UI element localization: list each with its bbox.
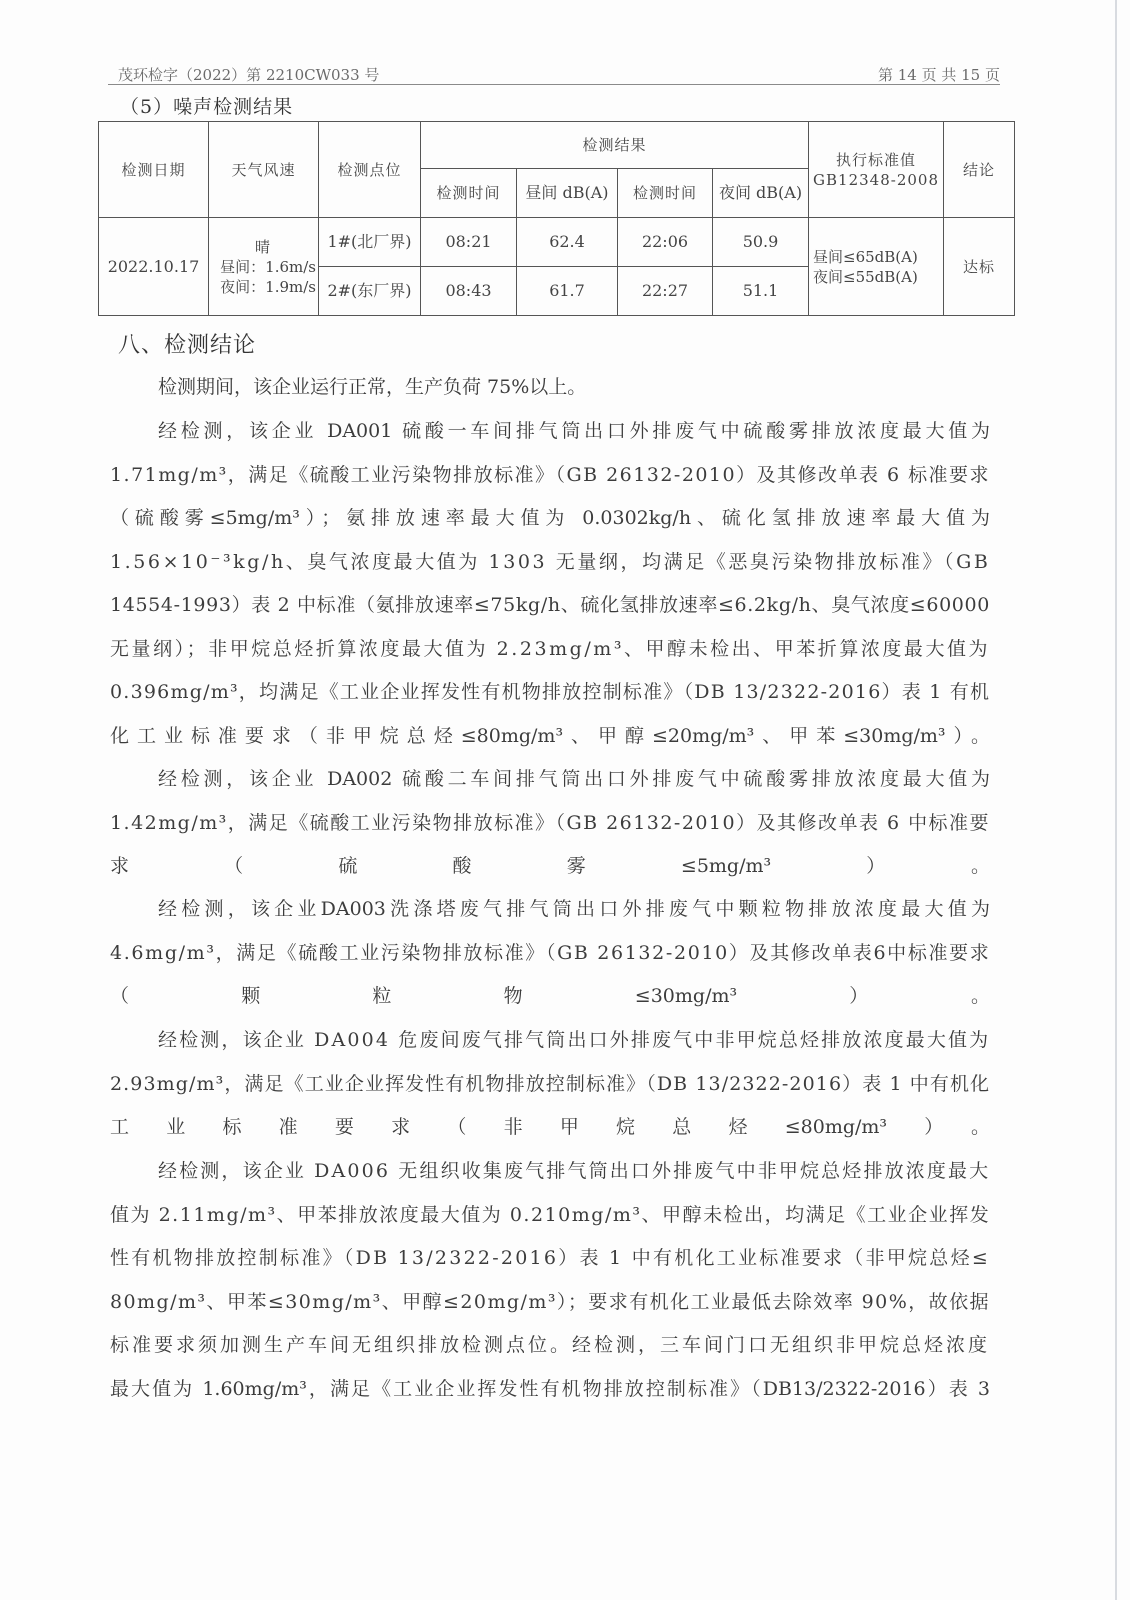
- header-standard: [809, 122, 944, 218]
- header-standard-code: GB12348-2008: [813, 170, 939, 189]
- paragraph-line: 0.396mg/m³，均满足《工业企业挥发性有机物排放控制标准》（DB 13/2322-2016）表 1 有机: [110, 681, 991, 703]
- cell-night-time: 22:06: [618, 218, 713, 267]
- cell-conclusion: 达标: [944, 218, 1015, 316]
- table-row: [99, 218, 1015, 267]
- paragraph-line: 性有机物排放控制标准》（DB 13/2322-2016）表 1 中有机化工业标准要求（非甲烷总烃≤: [110, 1247, 990, 1269]
- header-night-db: 夜间 dB(A): [713, 169, 809, 218]
- paragraph-line: 工业标准要求（非甲烷总烃≤80mg/m³）。: [110, 1116, 990, 1138]
- page-header: [108, 62, 1000, 85]
- header-day-time: 检测时间: [421, 169, 517, 218]
- page-indicator: 第 14 页 共 15 页: [877, 66, 1000, 84]
- cell-day-time: 08:21: [421, 218, 517, 267]
- paragraph-da004: [110, 1019, 990, 1150]
- paragraph-da003: [110, 888, 990, 1019]
- paragraph-line: 化工业标准要求（非甲烷总烃≤80mg/m³、甲醇≤20mg/m³、甲苯≤30mg/m³）。: [110, 724, 990, 747]
- cell-point: 2#(东厂界): [319, 267, 421, 316]
- header-weather: 天气风速: [209, 122, 319, 218]
- paragraph-line: 检测期间，该企业运行正常，生产负荷 75%以上。: [158, 376, 587, 398]
- paragraph-line: 无量纲）；非甲烷总烃折算浓度最大值为 2.23mg/m³、甲醇未检出、甲苯折算浓度最大值为: [110, 637, 991, 660]
- header-result-group: 检测结果: [421, 122, 809, 169]
- cell-night-time: 22:27: [618, 267, 713, 316]
- paragraph-line: 1.42mg/m³，满足《硫酸工业污染物排放标准》（GB 26132-2010）及其修改单表 6 中标准要: [110, 811, 990, 834]
- paragraph-operation: [110, 366, 990, 410]
- paragraph-da001: [110, 410, 990, 758]
- weather-condition: 晴: [254, 237, 270, 256]
- paragraph-line: 求（硫酸雾≤5mg/m³）。: [110, 855, 990, 877]
- cell-day-time: 08:43: [421, 267, 517, 316]
- cell-point: 1#(北厂界): [319, 218, 421, 267]
- header-standard-label: 执行标准值: [836, 150, 917, 169]
- scan-edge: [1115, 0, 1117, 1600]
- report-number: 茂环检字（2022）第 2210CW033 号: [118, 66, 380, 84]
- paragraph-line: （硫酸雾≤5mg/m³）；氨排放速率最大值为 0.0302kg/h、硫化氢排放速率最大值为: [110, 507, 990, 529]
- header-point: 检测点位: [319, 122, 421, 218]
- paragraph-da006: [110, 1150, 990, 1411]
- paragraph-line: 4.6mg/m³，满足《硫酸工业污染物排放标准》（GB 26132-2010）及其修改单表6中标准要求: [110, 941, 991, 964]
- paragraph-line: 1.56×10⁻³kg/h、臭气浓度最大值为 1303 无量纲，均满足《恶臭污染物排放标准》（GB: [110, 550, 991, 573]
- cell-weather: [209, 218, 319, 316]
- paragraph-line: 经检测，该企业 DA006 无组织收集废气排气筒出口外排废气中非甲烷总烃排放浓度最大: [158, 1160, 991, 1182]
- paragraph-line: 1.71mg/m³，满足《硫酸工业污染物排放标准》（GB 26132-2010）及其修改单表 6 标准要求: [110, 463, 990, 486]
- section-title-noise: （5）噪声检测结果: [120, 96, 294, 118]
- paragraph-line: 值为 2.11mg/m³、甲苯排放浓度最大值为 0.210mg/m³、甲醇未检出，均满足《工业企业挥发: [110, 1203, 991, 1226]
- cell-night-db: 50.9: [713, 218, 809, 267]
- cell-standard: [809, 218, 944, 316]
- noise-results-table: [98, 121, 1015, 316]
- header-day-db: 昼间 dB(A): [517, 169, 618, 218]
- paragraph-line: （颗粒物≤30mg/m³）。: [110, 985, 990, 1007]
- paragraph-line: 2.93mg/m³，满足《工业企业挥发性有机物排放控制标准》（DB 13/2322-2016）表 1 中有机化: [110, 1072, 991, 1095]
- header-conclusion: 结论: [944, 122, 1015, 218]
- cell-date: 2022.10.17: [99, 218, 209, 316]
- weather-night-wind: 夜间：1.9m/s: [220, 277, 316, 296]
- paragraph-line: 80mg/m³、甲苯≤30mg/m³、甲醇≤20mg/m³）；要求有机化工业最低去除效率 90%，故依据: [110, 1290, 990, 1313]
- header-date: 检测日期: [99, 122, 209, 218]
- weather-day-wind: 昼间：1.6m/s: [220, 257, 316, 276]
- paragraph-line: 最大值为 1.60mg/m³，满足《工业企业挥发性有机物排放控制标准》（DB13/2322-2016）表 3: [110, 1377, 990, 1400]
- paragraph-line: 经检测，该企业 DA004 危废间废气排气筒出口外排废气中非甲烷总烃排放浓度最大值为: [158, 1029, 991, 1051]
- paragraph-line: 经检测，该企业 DA001 硫酸一车间排气筒出口外排废气中硫酸雾排放浓度最大值为: [158, 420, 990, 442]
- paragraph-da002: [110, 758, 990, 889]
- cell-day-db: 62.4: [517, 218, 618, 267]
- cell-night-db: 51.1: [713, 267, 809, 316]
- standard-night: 夜间≤55dB(A): [813, 267, 918, 286]
- cell-day-db: 61.7: [517, 267, 618, 316]
- standard-day: 昼间≤65dB(A): [813, 247, 918, 266]
- section-title-conclusion: 八、检测结论: [118, 333, 257, 358]
- paragraph-line: 经检测，该企业DA003洗涤塔废气排气筒出口外排废气中颗粒物排放浓度最大值为: [158, 898, 990, 920]
- paragraph-line: 14554-1993）表 2 中标准（氨排放速率≤75kg/h、硫化氢排放速率≤6.2kg/h、臭气浓度≤60000: [110, 594, 990, 616]
- header-night-time: 检测时间: [618, 169, 713, 218]
- paragraph-line: 标准要求须加测生产车间无组织排放检测点位。经检测，三车间门口无组织非甲烷总烃浓度: [110, 1334, 991, 1356]
- paragraph-line: 经检测，该企业 DA002 硫酸二车间排气筒出口外排废气中硫酸雾排放浓度最大值为: [158, 768, 990, 790]
